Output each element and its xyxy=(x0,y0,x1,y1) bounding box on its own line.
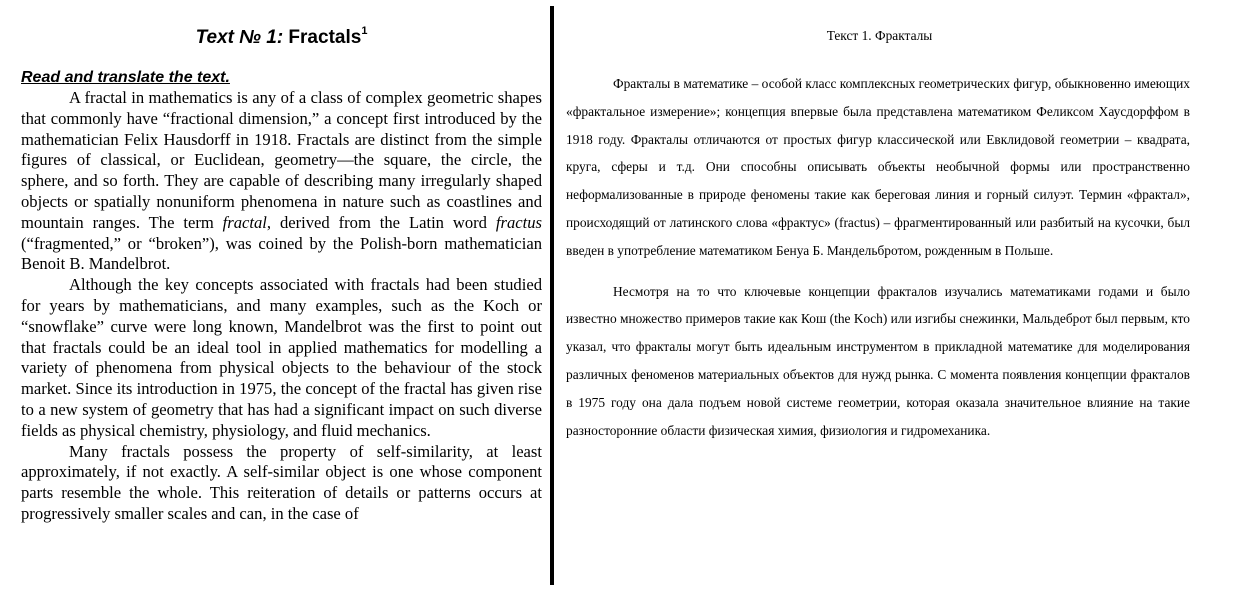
term-fractal: fractal xyxy=(222,212,267,232)
english-paragraph-2: Although the key concepts associated with fractals had been studied for years by mathematicians, and many examples, such as the Koch or “snowflake” curve were long known, Mandelbrot was the first to point out that fractals could be an ideal tool in applied mathematics for modelling a variety of phenomena from physical objects to the behaviour of the stock market. Since its introduction in 1975, the concept of the fractal has given rise to a new system of geometry that has had a significant impact on such diverse fields as physical chemistry, physiology, and fluid mechanics. xyxy=(21,275,542,440)
russian-title: Текст 1. Фракталы xyxy=(826,28,933,43)
p1-text-c: (“fragmented,” or “broken”), was coined by the Polish-born mathematician Benoit B. Mandelbrot. xyxy=(21,233,542,274)
p1-text-a: A fractal in mathematics is any of a class of complex geometric shapes that commonly have “fractional dimension,” a concept first introduced by the mathematician Felix Hausdorff in 1918. Fractals are distinct from the simple figures of classical, or Euclidean, geometry—the square, the circle, the sphere, and so forth. They are capable of describing many irregularly shaped objects or spatially nonuniform phenomena in nature such as coastlines and mountain ranges. The term xyxy=(21,88,542,232)
page-divider xyxy=(550,6,554,585)
english-page xyxy=(21,26,542,571)
russian-paragraph-1: Фракталы в математике – особой класс комплексных геометрических фигур, обыкновенно имеющих «фрактальное измерение»; концепция впервые была представлена математиком Феликсом Хаусдорффом в 1918 году. Фракталы отличаются от простых фигур классической или Евклидовой геометрии – квадрата, круга, сферы и т.д. Они способны описывать объекты необычной формы или пространственно неформализованные в природе феномены такие как береговая линия и горный силуэт. Термин «фрактал», происходящий от латинского слова «фрактус» (fractus) – фрагментированный или разбитый на кусочки, был введен в употребление математиком Бенуа Б. Мандельбротом, рожденным в Польше. xyxy=(566,76,1190,258)
russian-page xyxy=(566,22,1190,582)
term-fractus: fractus xyxy=(495,212,542,232)
title-main: Fractals xyxy=(283,27,362,48)
task-instruction: Read and translate the text. xyxy=(21,69,230,86)
english-paragraph-1 xyxy=(21,88,542,275)
title-prefix: Text № 1: xyxy=(195,27,284,48)
p1-text-b: , derived from the Latin word xyxy=(266,212,496,232)
english-title xyxy=(21,26,542,50)
english-paragraph-3: Many fractals possess the property of self-similarity, at least approximately, if not exactly. A self-similar object is one whose component parts resemble the whole. This reiteration of details or patterns occurs at progressively smaller scales and can, in the case of xyxy=(21,441,542,523)
russian-paragraph-2: Несмотря на то что ключевые концепции фракталов изучались математиками годами и было известно множество примеров такие как Кош (the Koch) или изгибы снежинки, Мальдеброт был первым, кто указал, что фракталы могут быть идеальным инструментом в прикладной математике для моделирования различных феноменов материальных объектов для нужд рынка. С момента появления концепции фракталов в 1975 году она дала подъем новой системе геометрии, которая оказала значительное влияние на такие разносторонние области физическая химия, физиология и гидромеханика. xyxy=(566,283,1190,438)
footnote-marker: 1 xyxy=(361,26,368,37)
